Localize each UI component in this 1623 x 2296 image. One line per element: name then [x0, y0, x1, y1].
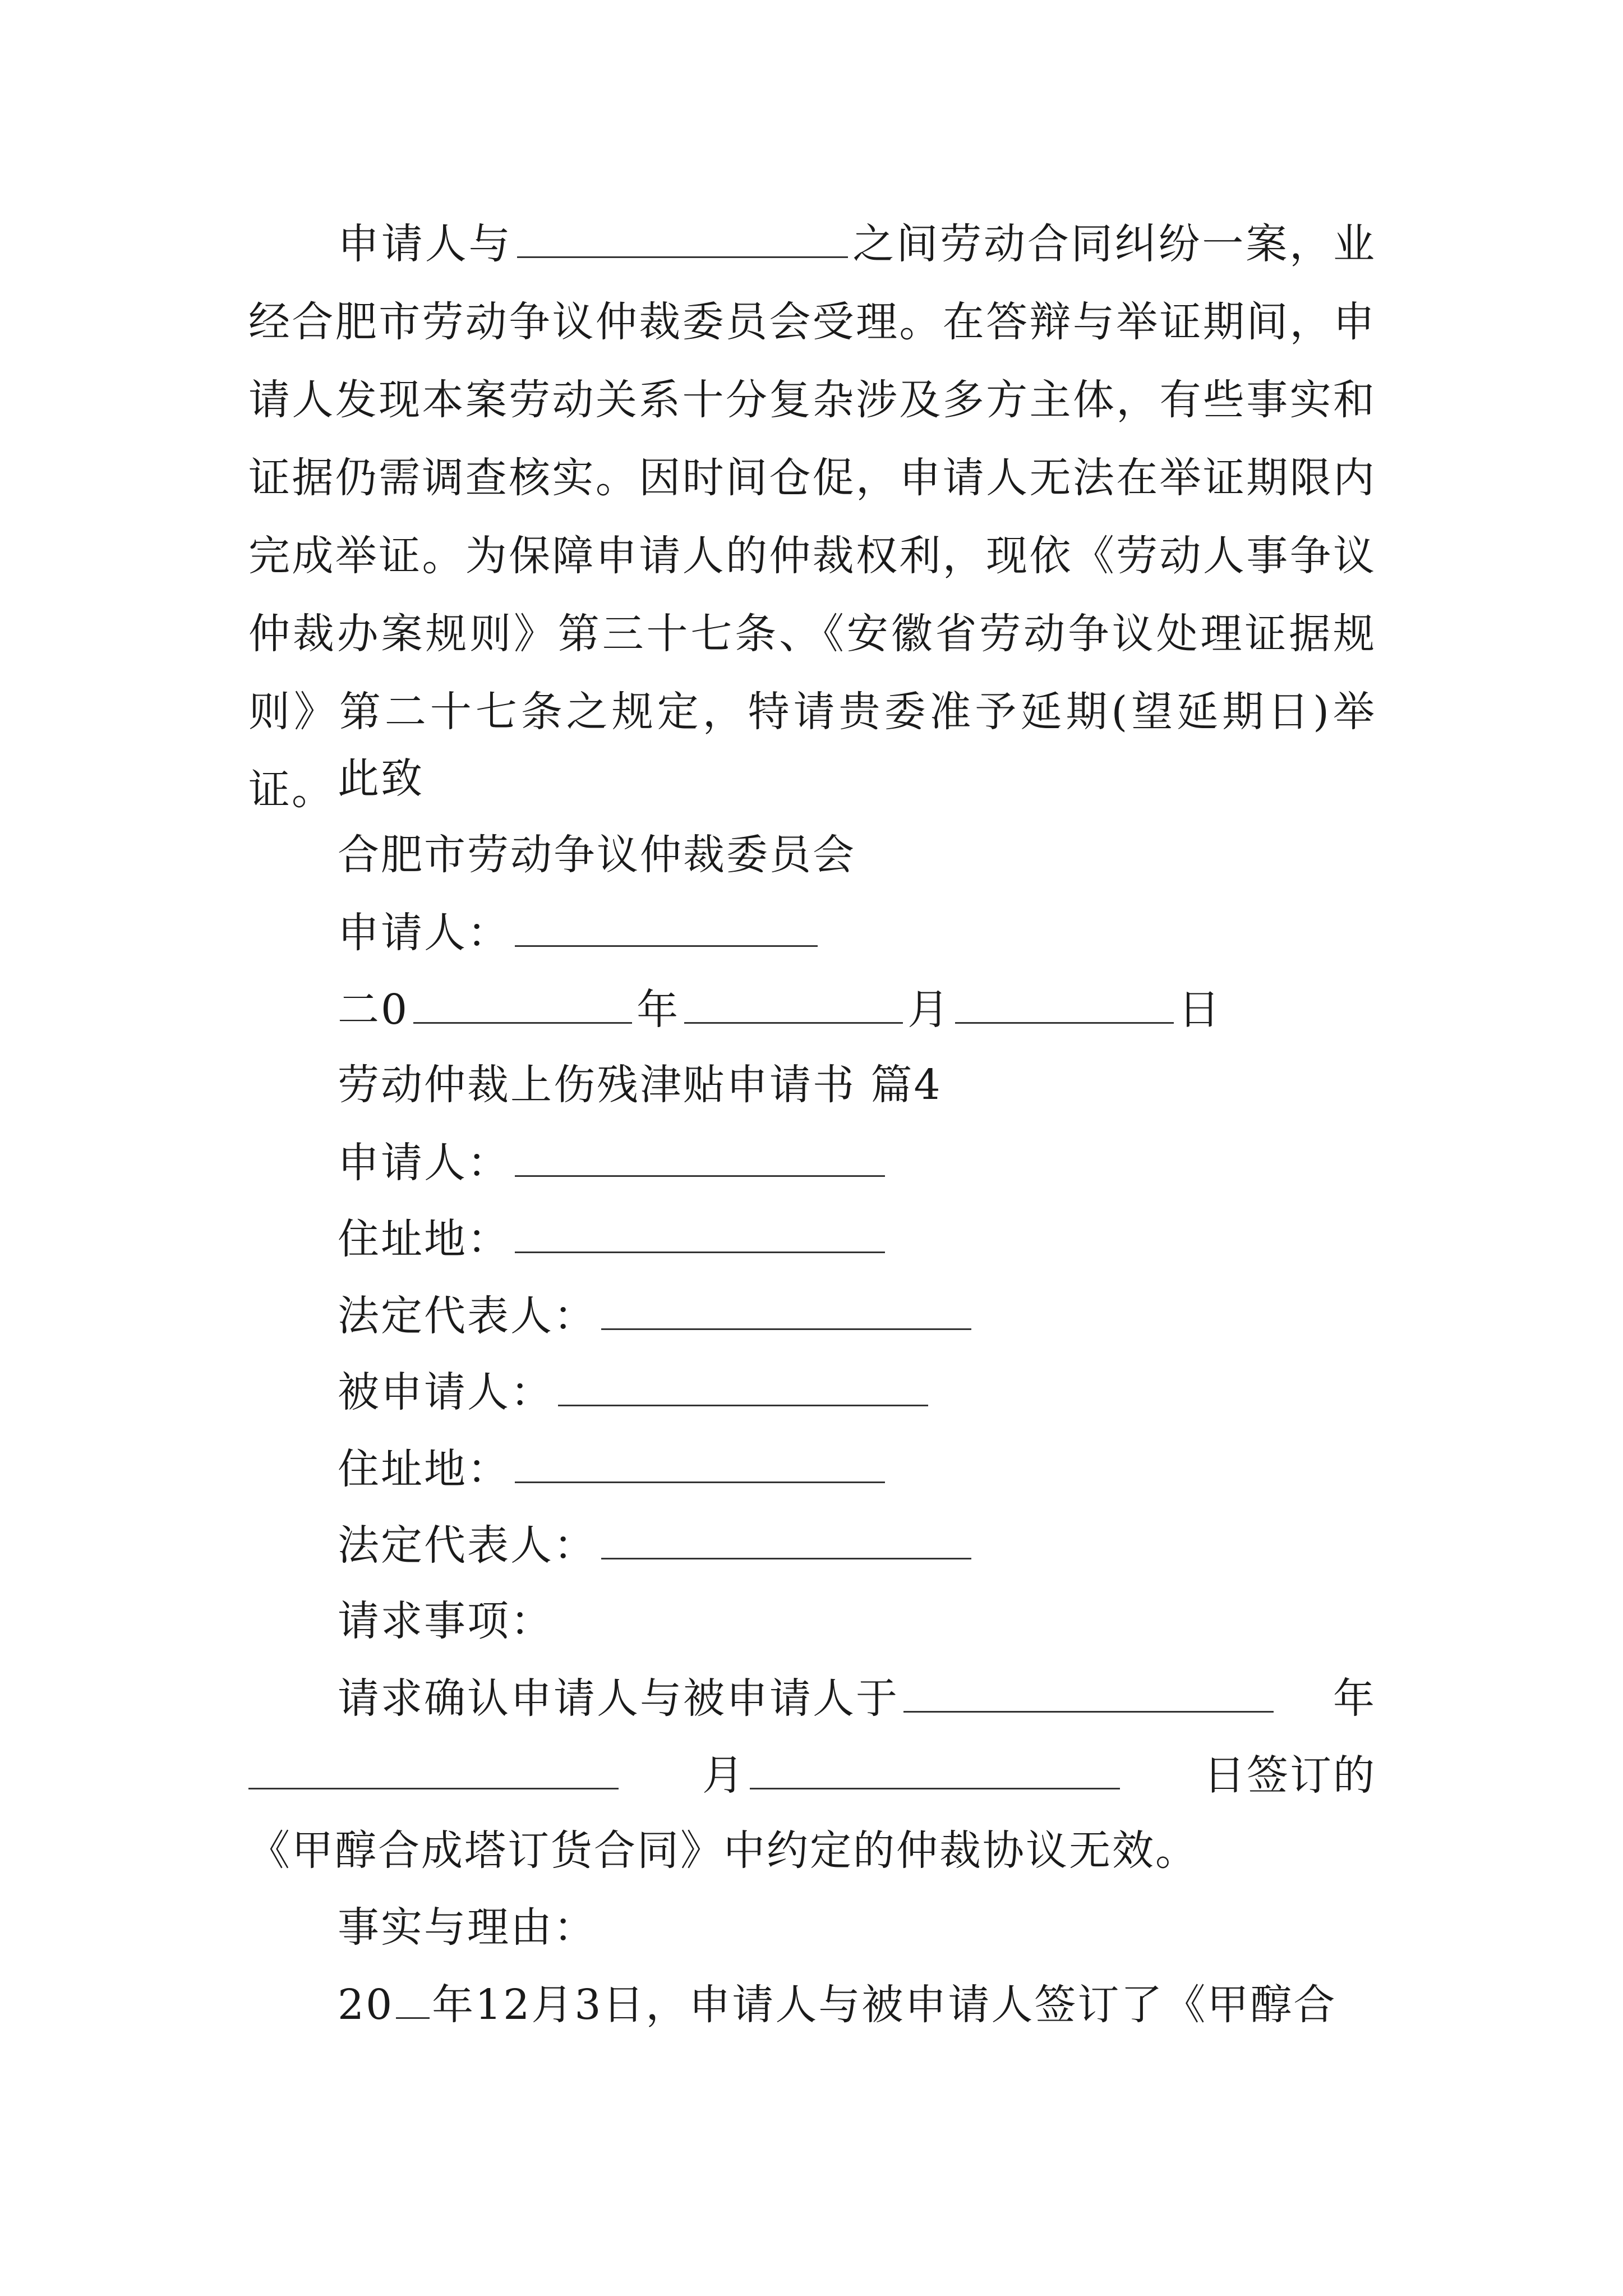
- request-signed-label: 日签订的: [1204, 1751, 1376, 1800]
- body-paragraph: [248, 205, 1376, 829]
- request-line-1: [338, 1669, 1376, 1727]
- salutation: 此致: [338, 754, 424, 803]
- respondent-legal-rep-label: 法定代表人：: [338, 1521, 597, 1570]
- address-label: 住址地：: [338, 1215, 510, 1263]
- request-date-blank-2: [248, 1746, 619, 1789]
- date-day: 日: [1178, 986, 1222, 1034]
- request-heading: 请求事项：: [338, 1597, 554, 1645]
- paragraph-text: 之间劳动合同纠纷一案，业经合肥市劳动争议仲裁委员会受理。在答辩与举证期间，申请人发现本案劳动关系十分复杂涉及多方主体，有些事实和证据仍需调查核实。因时间仓促，申请人无法在举证期限内完成举证。为保障申请人的仲裁权利，现依《劳动人事争议仲裁办案规则》第三十七条、《安徽省劳动争议处理证据规则》第二十七条之规定，特请贵委准予延期(望延期日)举证。: [248, 220, 1376, 814]
- respondent-address-field: [338, 1440, 889, 1497]
- party-blank: [517, 215, 848, 258]
- legal-rep-label: 法定代表人：: [338, 1292, 597, 1340]
- address-field: [338, 1210, 889, 1267]
- request-month-group: [702, 1746, 1124, 1803]
- respondent-field: [338, 1363, 933, 1420]
- date-month: 月: [907, 986, 951, 1034]
- request-date-blank-3: [750, 1746, 1120, 1789]
- facts-text: 年12月3日，申请人与被申请人签订了《甲醇合: [432, 1981, 1337, 2029]
- request-date-blank-1: [903, 1669, 1274, 1713]
- request-line-2: [248, 1746, 1376, 1803]
- applicant-signature-line: [338, 904, 822, 961]
- facts-year-prefix: 20: [338, 1981, 394, 2029]
- legal-rep-field: [338, 1287, 976, 1344]
- paragraph-text-start: 申请人与: [338, 220, 513, 268]
- date-year: 年: [637, 986, 680, 1034]
- respondent-address-label: 住址地：: [338, 1445, 510, 1493]
- date-prefix: 二0: [338, 986, 409, 1034]
- applicant-blank: [515, 1134, 885, 1177]
- legal-rep-blank: [601, 1287, 971, 1330]
- facts-heading: 事实与理由：: [338, 1903, 597, 1952]
- applicant-field: [338, 1134, 889, 1191]
- facts-year-blank: [396, 1976, 430, 2019]
- address-blank: [515, 1210, 885, 1253]
- signature-blank: [515, 904, 818, 947]
- day-blank: [955, 981, 1174, 1024]
- request-year-label: 年: [1333, 1674, 1376, 1723]
- respondent-label: 被申请人：: [338, 1368, 554, 1416]
- respondent-address-blank: [515, 1440, 885, 1483]
- date-line: [338, 981, 1221, 1038]
- applicant-label: 申请人：: [338, 1139, 510, 1187]
- facts-line: [338, 1976, 1336, 2033]
- request-line-1-text: 请求确认申请人与被申请人于: [338, 1674, 899, 1723]
- month-blank: [684, 981, 903, 1024]
- year-blank: [413, 981, 632, 1024]
- request-line-1-text-group: [338, 1669, 1278, 1727]
- section-title: 劳动仲裁上伤残津贴申请书 篇4: [338, 1061, 942, 1109]
- respondent-legal-rep-field: [338, 1516, 976, 1573]
- applicant-signature-label: 申请人：: [338, 909, 510, 957]
- recipient: 合肥市劳动争议仲裁委员会: [338, 831, 856, 879]
- respondent-blank: [558, 1363, 928, 1406]
- respondent-legal-rep-blank: [601, 1516, 971, 1559]
- request-line-3: 《甲醇合成塔订货合同》中约定的仲裁协议无效。: [248, 1826, 1198, 1875]
- request-month-label: 月: [702, 1751, 745, 1800]
